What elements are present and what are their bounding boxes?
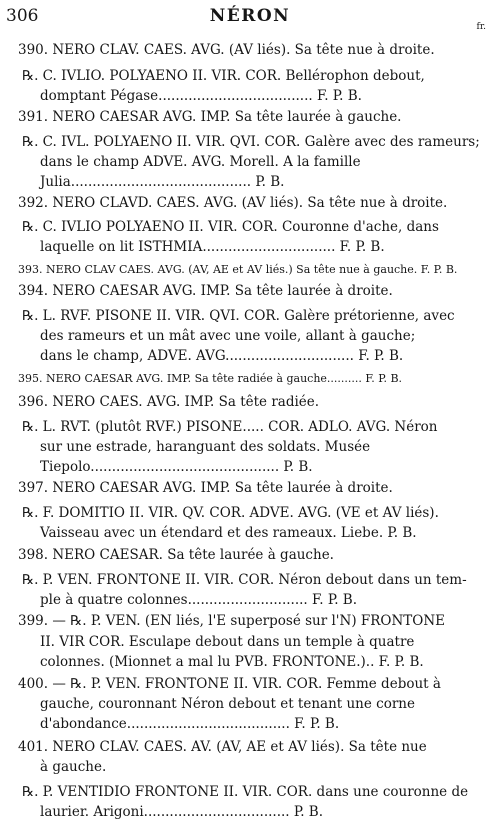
text-line: ℞. P. VENTIDIO FRONTONE II. VIR. COR. dans une couronne de	[22, 784, 469, 800]
text-line: Tiepolo............................................ P. B.	[40, 459, 313, 475]
text-line: ℞. L. RVT. (plutôt RVF.) PISONE..... COR. ADLO. AVG. Néron	[22, 419, 438, 435]
text-line: domptant Pégase.................................... F. P. B.	[40, 88, 362, 104]
text-line: des rameurs et un mât avec une voile, allant à gauche;	[40, 328, 416, 344]
text-line: laurier. Arigoni.................................. P. B.	[40, 804, 324, 820]
text-line: 392. NERO CLAVD. CAES. AVG. (AV liés). Sa tête nue à droite.	[18, 195, 448, 211]
text-line: 393. NERO CLAV CAES. AVG. (AV, AE et AV liés.) Sa tête nue à gauche. F. P. B.	[18, 263, 458, 276]
text-line: ℞. C. IVLIO. POLYAENO II. VIR. COR. Bellérophon debout,	[22, 68, 425, 84]
text-line: colonnes. (Mionnet a mal lu PVB. FRONTONE.).. F. P. B.	[40, 654, 424, 670]
text-line: 398. NERO CAESAR. Sa tête laurée à gauche.	[18, 547, 334, 563]
text-line: sur une estrade, haranguant des soldats. Musée	[40, 439, 371, 455]
text-line: à gauche.	[40, 759, 107, 775]
text-line: ℞. F. DOMITIO II. VIR. QV. COR. ADVE. AVG. (VE et AV liés).	[22, 505, 439, 521]
text-line: dans le champ, ADVE. AVG.............................. F. P. B.	[40, 348, 404, 364]
text-line: 394. NERO CAESAR AVG. IMP. Sa tête laurée à droite.	[18, 283, 393, 299]
text-line: ℞. C. IVLIO POLYAENO II. VIR. COR. Couronne d'ache, dans	[22, 219, 439, 235]
text-line: ℞. C. IVL. POLYAENO II. VIR. QVI. COR. Galère avec des rameurs;	[22, 134, 480, 150]
text-line: Vaisseau avec un étendard et des rameaux. Liebe. P. B.	[40, 525, 417, 541]
text-line: Julia.......................................... P. B.	[40, 174, 285, 190]
margin-note: fr.	[476, 22, 486, 32]
text-line: 400. — ℞. P. VEN. FRONTONE II. VIR. COR. Femme debout à	[18, 676, 441, 692]
text-line: gauche, couronnant Néron debout et tenant une corne	[40, 696, 415, 712]
text-line: 401. NERO CLAV. CAES. AV. (AV, AE et AV liés). Sa tête nue	[18, 739, 427, 755]
text-line: laquelle on lit ISTHMIA............................... F. P. B.	[40, 239, 385, 255]
text-line: d'abondance...................................... F. P. B.	[40, 716, 340, 732]
text-line: ple à quatre colonnes............................ F. P. B.	[40, 592, 357, 608]
text-line: 391. NERO CAESAR AVG. IMP. Sa tête laurée à gauche.	[18, 109, 402, 125]
text-line: II. VIR COR. Esculape debout dans un temple à quatre	[40, 634, 415, 650]
text-line: 396. NERO CAES. AVG. IMP. Sa tête radiée.	[18, 394, 320, 410]
text-line: dans le champ ADVE. AVG. Morell. A la famille	[40, 154, 361, 170]
text-line: 395. NERO CAESAR AVG. IMP. Sa tête radiée à gauche.......... F. P. B.	[18, 372, 403, 385]
text-line: 397. NERO CAESAR AVG. IMP. Sa tête laurée à droite.	[18, 480, 393, 496]
text-line: 399. — ℞. P. VEN. (EN liés, l'E superposé sur l'N) FRONTONE	[18, 613, 446, 629]
page-header	[0, 6, 500, 32]
text-line: ℞. L. RVF. PISONE II. VIR. QVI. COR. Galère prétorienne, avec	[22, 308, 455, 324]
page-number: 306	[6, 6, 39, 26]
text-line: ℞. P. VEN. FRONTONE II. VIR. COR. Néron debout dans un tem-	[22, 572, 467, 588]
page-title: NÉRON	[209, 6, 291, 26]
text-line: 390. NERO CLAV. CAES. AVG. (AV liés). Sa tête nue à droite.	[18, 42, 435, 58]
